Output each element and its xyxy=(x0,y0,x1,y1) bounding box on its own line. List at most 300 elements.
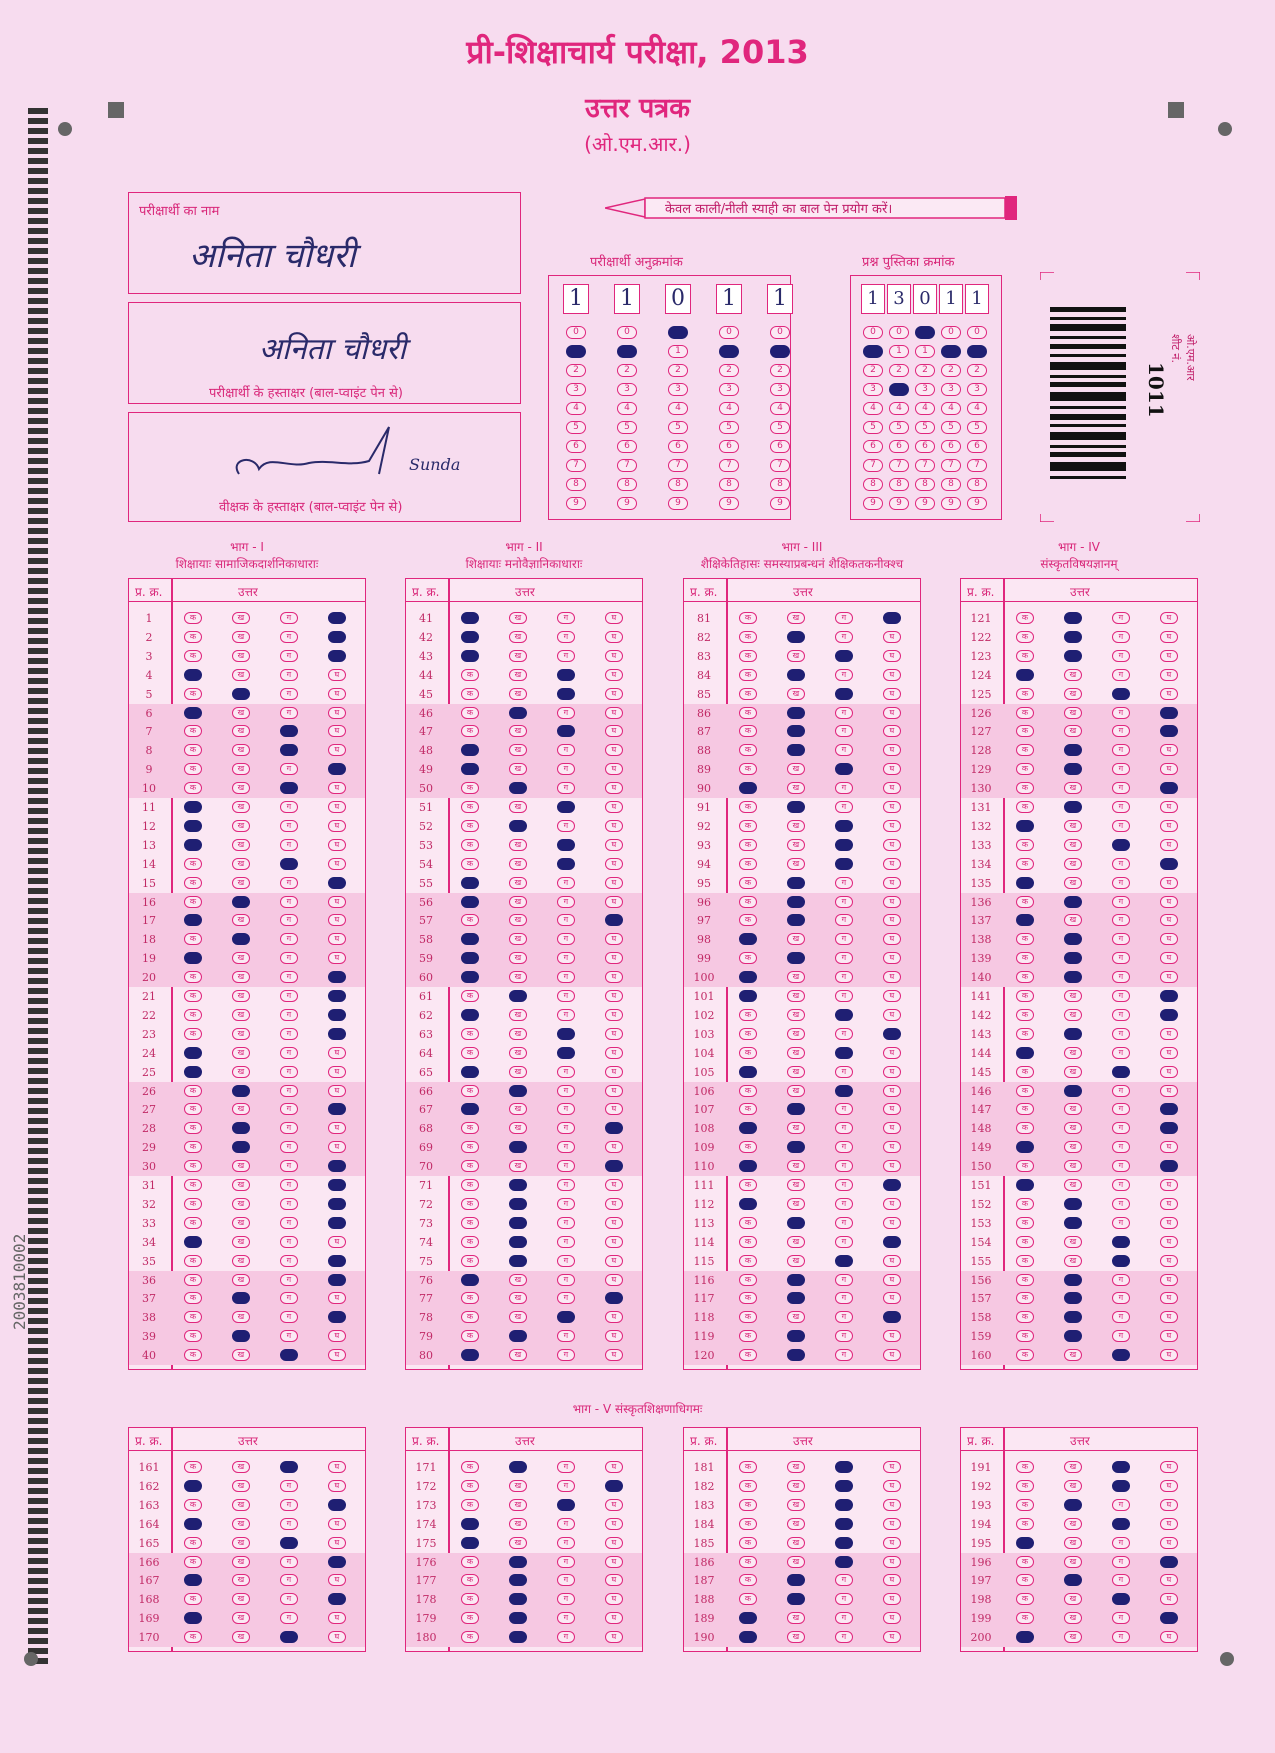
answer-bubble[interactable] xyxy=(1112,1518,1130,1530)
answer-bubble[interactable]: ख xyxy=(232,858,250,870)
answer-bubble[interactable]: घ xyxy=(605,1066,623,1078)
answer-bubble[interactable]: क xyxy=(461,1330,479,1342)
digit-bubble[interactable]: 5 xyxy=(566,421,586,434)
answer-bubble[interactable]: ग xyxy=(280,1047,298,1059)
answer-bubble[interactable]: ख xyxy=(1064,1518,1082,1530)
answer-bubble[interactable]: क xyxy=(1016,688,1034,700)
answer-bubble[interactable]: घ xyxy=(328,801,346,813)
answer-bubble[interactable] xyxy=(1016,669,1034,681)
answer-bubble[interactable]: क xyxy=(1016,1085,1034,1097)
answer-bubble[interactable]: क xyxy=(1016,1330,1034,1342)
digit-bubble[interactable]: 4 xyxy=(889,402,909,415)
answer-bubble[interactable]: क xyxy=(461,1612,479,1624)
answer-bubble[interactable] xyxy=(1064,1198,1082,1210)
answer-bubble[interactable]: ग xyxy=(1112,763,1130,775)
answer-bubble[interactable]: ग xyxy=(280,1330,298,1342)
answer-bubble[interactable] xyxy=(557,688,575,700)
answer-bubble[interactable]: ग xyxy=(557,877,575,889)
answer-bubble[interactable]: ख xyxy=(1064,1103,1082,1115)
answer-bubble[interactable]: घ xyxy=(1160,1179,1178,1191)
answer-bubble[interactable] xyxy=(461,933,479,945)
answer-bubble[interactable] xyxy=(1064,1499,1082,1511)
answer-bubble[interactable]: क xyxy=(1016,782,1034,794)
answer-bubble[interactable]: घ xyxy=(883,1612,901,1624)
answer-bubble[interactable]: क xyxy=(739,1047,757,1059)
answer-bubble[interactable] xyxy=(835,1556,853,1568)
answer-bubble[interactable]: ग xyxy=(1112,990,1130,1002)
answer-bubble[interactable] xyxy=(328,1179,346,1191)
answer-bubble[interactable]: ग xyxy=(835,1274,853,1286)
answer-bubble[interactable] xyxy=(1160,1122,1178,1134)
answer-bubble[interactable]: क xyxy=(1016,650,1034,662)
answer-bubble[interactable]: क xyxy=(184,1141,202,1153)
answer-bubble[interactable]: ख xyxy=(787,1537,805,1549)
digit-bubble[interactable]: 1 xyxy=(889,345,909,358)
answer-bubble[interactable]: ख xyxy=(1064,1461,1082,1473)
answer-bubble[interactable]: ख xyxy=(232,1028,250,1040)
answer-bubble[interactable]: क xyxy=(1016,1593,1034,1605)
answer-bubble[interactable]: घ xyxy=(883,1103,901,1115)
answer-bubble[interactable] xyxy=(1064,1574,1082,1586)
answer-bubble[interactable] xyxy=(787,952,805,964)
answer-bubble[interactable]: ग xyxy=(835,1217,853,1229)
answer-bubble[interactable]: ग xyxy=(835,1066,853,1078)
answer-bubble[interactable]: ग xyxy=(835,707,853,719)
answer-bubble[interactable] xyxy=(1160,725,1178,737)
answer-bubble[interactable]: क xyxy=(461,1160,479,1172)
answer-bubble[interactable] xyxy=(232,1122,250,1134)
answer-bubble[interactable] xyxy=(461,650,479,662)
answer-bubble[interactable] xyxy=(739,1122,757,1134)
answer-bubble[interactable]: ख xyxy=(232,669,250,681)
answer-bubble[interactable] xyxy=(232,896,250,908)
digit-bubble[interactable]: 1 xyxy=(668,345,688,358)
answer-bubble[interactable]: घ xyxy=(328,782,346,794)
answer-bubble[interactable]: क xyxy=(184,1085,202,1097)
answer-bubble[interactable]: क xyxy=(461,688,479,700)
answer-bubble[interactable]: ख xyxy=(509,1311,527,1323)
answer-bubble[interactable]: क xyxy=(461,669,479,681)
digit-bubble[interactable]: 0 xyxy=(770,326,790,339)
answer-bubble[interactable]: घ xyxy=(883,820,901,832)
answer-bubble[interactable]: क xyxy=(739,1574,757,1586)
answer-bubble[interactable] xyxy=(232,1330,250,1342)
answer-bubble[interactable]: क xyxy=(184,1217,202,1229)
answer-bubble[interactable]: ख xyxy=(509,669,527,681)
answer-bubble[interactable] xyxy=(280,744,298,756)
answer-bubble[interactable]: ग xyxy=(835,1631,853,1643)
answer-bubble[interactable]: घ xyxy=(605,1612,623,1624)
answer-bubble[interactable] xyxy=(605,1160,623,1172)
answer-bubble[interactable]: क xyxy=(461,1311,479,1323)
answer-bubble[interactable]: क xyxy=(739,1349,757,1361)
answer-bubble[interactable]: क xyxy=(184,1349,202,1361)
answer-bubble[interactable] xyxy=(1112,1480,1130,1492)
answer-bubble[interactable]: क xyxy=(1016,1292,1034,1304)
answer-bubble[interactable]: घ xyxy=(883,1274,901,1286)
answer-bubble[interactable] xyxy=(184,1612,202,1624)
answer-bubble[interactable]: क xyxy=(461,1593,479,1605)
answer-bubble[interactable] xyxy=(328,1009,346,1021)
answer-bubble[interactable]: क xyxy=(184,650,202,662)
answer-bubble[interactable]: ख xyxy=(232,707,250,719)
answer-bubble[interactable]: ग xyxy=(280,631,298,643)
answer-bubble[interactable] xyxy=(509,820,527,832)
answer-bubble[interactable]: ग xyxy=(280,1217,298,1229)
answer-bubble[interactable]: ग xyxy=(1112,1103,1130,1115)
answer-bubble[interactable]: ग xyxy=(835,612,853,624)
answer-bubble[interactable]: ग xyxy=(557,1612,575,1624)
answer-bubble[interactable]: घ xyxy=(883,1255,901,1267)
answer-bubble[interactable] xyxy=(835,1499,853,1511)
answer-bubble[interactable]: क xyxy=(739,707,757,719)
answer-bubble[interactable]: ग xyxy=(557,933,575,945)
answer-bubble[interactable]: ग xyxy=(835,1122,853,1134)
answer-bubble[interactable]: ग xyxy=(557,952,575,964)
answer-bubble[interactable]: घ xyxy=(1160,971,1178,983)
answer-bubble[interactable]: ख xyxy=(509,839,527,851)
answer-bubble[interactable] xyxy=(1112,1461,1130,1473)
answer-bubble[interactable]: क xyxy=(739,1518,757,1530)
answer-bubble[interactable]: ग xyxy=(280,1556,298,1568)
digit-bubble[interactable]: 9 xyxy=(863,497,883,510)
digit-bubble[interactable]: 9 xyxy=(770,497,790,510)
answer-bubble[interactable]: घ xyxy=(883,1349,901,1361)
answer-bubble[interactable]: ग xyxy=(1112,1009,1130,1021)
digit-bubble[interactable]: 2 xyxy=(889,364,909,377)
answer-bubble[interactable]: घ xyxy=(328,1349,346,1361)
digit-bubble[interactable]: 2 xyxy=(770,364,790,377)
digit-bubble[interactable]: 3 xyxy=(915,383,935,396)
answer-bubble[interactable] xyxy=(557,1028,575,1040)
answer-bubble[interactable]: क xyxy=(739,1141,757,1153)
answer-bubble[interactable]: क xyxy=(739,612,757,624)
answer-bubble[interactable]: ग xyxy=(835,725,853,737)
answer-bubble[interactable]: ग xyxy=(1112,782,1130,794)
answer-bubble[interactable]: ख xyxy=(232,1103,250,1115)
answer-bubble[interactable]: घ xyxy=(883,744,901,756)
answer-bubble[interactable]: क xyxy=(1016,1160,1034,1172)
answer-bubble[interactable] xyxy=(1016,877,1034,889)
answer-bubble[interactable]: ग xyxy=(280,1198,298,1210)
answer-bubble[interactable]: घ xyxy=(1160,1085,1178,1097)
answer-bubble[interactable]: घ xyxy=(605,1047,623,1059)
answer-bubble[interactable] xyxy=(787,801,805,813)
answer-bubble[interactable] xyxy=(835,1047,853,1059)
answer-bubble[interactable] xyxy=(1016,820,1034,832)
digit-bubble[interactable]: 5 xyxy=(617,421,637,434)
answer-bubble[interactable]: ख xyxy=(509,1103,527,1115)
answer-bubble[interactable]: ग xyxy=(1112,1274,1130,1286)
answer-bubble[interactable]: क xyxy=(184,1537,202,1549)
answer-bubble[interactable] xyxy=(184,669,202,681)
answer-bubble[interactable] xyxy=(328,1311,346,1323)
answer-bubble[interactable]: क xyxy=(461,1085,479,1097)
answer-bubble[interactable] xyxy=(509,1330,527,1342)
answer-bubble[interactable]: घ xyxy=(605,1255,623,1267)
answer-bubble[interactable]: ग xyxy=(835,1103,853,1115)
answer-bubble[interactable]: ग xyxy=(280,1499,298,1511)
answer-bubble[interactable]: घ xyxy=(328,839,346,851)
answer-bubble[interactable]: क xyxy=(184,896,202,908)
answer-bubble[interactable] xyxy=(328,971,346,983)
answer-bubble[interactable] xyxy=(1112,839,1130,851)
answer-bubble[interactable]: ख xyxy=(232,1274,250,1286)
answer-bubble[interactable]: ख xyxy=(509,896,527,908)
answer-bubble[interactable] xyxy=(557,725,575,737)
answer-bubble[interactable] xyxy=(787,914,805,926)
digit-bubble[interactable]: 2 xyxy=(915,364,935,377)
answer-bubble[interactable]: घ xyxy=(883,782,901,794)
answer-bubble[interactable]: ग xyxy=(835,782,853,794)
answer-bubble[interactable] xyxy=(1016,1631,1034,1643)
answer-bubble[interactable]: ख xyxy=(1064,1160,1082,1172)
answer-bubble[interactable] xyxy=(461,1349,479,1361)
answer-bubble[interactable]: घ xyxy=(883,688,901,700)
answer-bubble[interactable]: क xyxy=(184,1103,202,1115)
answer-bubble[interactable]: क xyxy=(184,688,202,700)
answer-bubble[interactable]: ग xyxy=(280,650,298,662)
answer-bubble[interactable] xyxy=(232,1141,250,1153)
answer-bubble[interactable]: घ xyxy=(605,1103,623,1115)
digit-bubble[interactable] xyxy=(617,345,637,358)
answer-bubble[interactable]: ख xyxy=(509,688,527,700)
answer-bubble[interactable]: क xyxy=(184,1311,202,1323)
answer-bubble[interactable]: ग xyxy=(1112,650,1130,662)
answer-bubble[interactable]: ख xyxy=(232,1349,250,1361)
answer-bubble[interactable]: घ xyxy=(605,1028,623,1040)
answer-bubble[interactable] xyxy=(328,1274,346,1286)
answer-bubble[interactable]: घ xyxy=(1160,1480,1178,1492)
answer-bubble[interactable]: क xyxy=(461,1028,479,1040)
answer-bubble[interactable]: क xyxy=(184,858,202,870)
answer-bubble[interactable] xyxy=(1064,631,1082,643)
answer-bubble[interactable]: क xyxy=(461,1141,479,1153)
answer-bubble[interactable]: घ xyxy=(883,669,901,681)
answer-bubble[interactable] xyxy=(184,801,202,813)
answer-bubble[interactable] xyxy=(328,1255,346,1267)
digit-bubble[interactable] xyxy=(863,345,883,358)
answer-bubble[interactable]: ग xyxy=(557,1556,575,1568)
answer-bubble[interactable]: घ xyxy=(1160,1349,1178,1361)
answer-bubble[interactable]: ख xyxy=(787,1028,805,1040)
answer-bubble[interactable]: घ xyxy=(605,896,623,908)
digit-bubble[interactable]: 7 xyxy=(941,459,961,472)
answer-bubble[interactable] xyxy=(509,782,527,794)
answer-bubble[interactable]: ग xyxy=(557,1198,575,1210)
answer-bubble[interactable]: घ xyxy=(605,650,623,662)
answer-bubble[interactable]: क xyxy=(739,650,757,662)
answer-bubble[interactable] xyxy=(739,990,757,1002)
answer-bubble[interactable]: ख xyxy=(1064,688,1082,700)
answer-bubble[interactable] xyxy=(232,1085,250,1097)
answer-bubble[interactable]: क xyxy=(1016,1461,1034,1473)
answer-bubble[interactable]: घ xyxy=(883,1480,901,1492)
answer-bubble[interactable]: क xyxy=(184,782,202,794)
answer-bubble[interactable]: ग xyxy=(1112,1556,1130,1568)
answer-bubble[interactable]: घ xyxy=(605,1518,623,1530)
answer-bubble[interactable] xyxy=(787,896,805,908)
answer-bubble[interactable]: घ xyxy=(605,1085,623,1097)
answer-bubble[interactable] xyxy=(1016,1179,1034,1191)
answer-bubble[interactable]: ख xyxy=(1064,1009,1082,1021)
answer-bubble[interactable]: ग xyxy=(557,1179,575,1191)
answer-bubble[interactable]: ग xyxy=(1112,1141,1130,1153)
answer-bubble[interactable]: ख xyxy=(509,877,527,889)
answer-bubble[interactable]: ग xyxy=(280,1612,298,1624)
answer-bubble[interactable]: क xyxy=(1016,1009,1034,1021)
digit-bubble[interactable]: 5 xyxy=(941,421,961,434)
answer-bubble[interactable] xyxy=(184,1518,202,1530)
answer-bubble[interactable]: घ xyxy=(1160,933,1178,945)
answer-bubble[interactable]: क xyxy=(739,858,757,870)
answer-bubble[interactable]: क xyxy=(739,1556,757,1568)
answer-bubble[interactable]: घ xyxy=(1160,1198,1178,1210)
answer-bubble[interactable] xyxy=(1160,1160,1178,1172)
digit-bubble[interactable]: 9 xyxy=(668,497,688,510)
answer-bubble[interactable]: ग xyxy=(557,763,575,775)
answer-bubble[interactable]: घ xyxy=(883,1631,901,1643)
answer-bubble[interactable]: घ xyxy=(328,914,346,926)
answer-bubble[interactable]: क xyxy=(184,1593,202,1605)
digit-bubble[interactable]: 3 xyxy=(967,383,987,396)
answer-bubble[interactable] xyxy=(461,631,479,643)
digit-bubble[interactable]: 6 xyxy=(617,440,637,453)
answer-bubble[interactable] xyxy=(787,707,805,719)
answer-bubble[interactable]: ग xyxy=(557,612,575,624)
digit-bubble[interactable]: 0 xyxy=(967,326,987,339)
answer-bubble[interactable]: ग xyxy=(280,1085,298,1097)
answer-bubble[interactable] xyxy=(1064,612,1082,624)
answer-bubble[interactable] xyxy=(280,1631,298,1643)
digit-bubble[interactable]: 9 xyxy=(967,497,987,510)
answer-bubble[interactable]: ग xyxy=(835,1574,853,1586)
answer-bubble[interactable]: ग xyxy=(835,1311,853,1323)
answer-bubble[interactable]: क xyxy=(184,1198,202,1210)
answer-bubble[interactable] xyxy=(461,1518,479,1530)
answer-bubble[interactable]: क xyxy=(739,952,757,964)
answer-bubble[interactable]: घ xyxy=(328,1480,346,1492)
answer-bubble[interactable]: ख xyxy=(787,820,805,832)
answer-bubble[interactable] xyxy=(1064,763,1082,775)
answer-bubble[interactable]: घ xyxy=(328,858,346,870)
answer-bubble[interactable]: ग xyxy=(1112,1612,1130,1624)
answer-bubble[interactable]: ख xyxy=(787,990,805,1002)
answer-bubble[interactable] xyxy=(1064,896,1082,908)
answer-bubble[interactable]: ख xyxy=(1064,1066,1082,1078)
answer-bubble[interactable] xyxy=(184,1480,202,1492)
answer-bubble[interactable]: ग xyxy=(280,1574,298,1586)
answer-bubble[interactable]: घ xyxy=(1160,1217,1178,1229)
answer-bubble[interactable]: घ xyxy=(1160,1631,1178,1643)
answer-bubble[interactable]: क xyxy=(739,631,757,643)
answer-bubble[interactable]: क xyxy=(1016,1499,1034,1511)
answer-bubble[interactable] xyxy=(557,801,575,813)
answer-bubble[interactable] xyxy=(509,1612,527,1624)
digit-bubble[interactable]: 9 xyxy=(566,497,586,510)
answer-bubble[interactable]: ख xyxy=(787,1236,805,1248)
answer-bubble[interactable]: घ xyxy=(328,1330,346,1342)
answer-bubble[interactable]: ग xyxy=(280,1028,298,1040)
answer-bubble[interactable]: ख xyxy=(509,1499,527,1511)
answer-bubble[interactable]: ख xyxy=(232,1518,250,1530)
answer-bubble[interactable] xyxy=(1112,1255,1130,1267)
answer-bubble[interactable]: घ xyxy=(883,1499,901,1511)
answer-bubble[interactable] xyxy=(605,1122,623,1134)
answer-bubble[interactable] xyxy=(328,1593,346,1605)
answer-bubble[interactable]: ग xyxy=(835,1028,853,1040)
answer-bubble[interactable]: ख xyxy=(1064,1141,1082,1153)
answer-bubble[interactable]: ग xyxy=(1112,914,1130,926)
answer-bubble[interactable]: घ xyxy=(883,1085,901,1097)
digit-bubble[interactable]: 8 xyxy=(941,478,961,491)
answer-bubble[interactable]: घ xyxy=(605,782,623,794)
answer-bubble[interactable]: क xyxy=(1016,631,1034,643)
digit-bubble[interactable]: 8 xyxy=(967,478,987,491)
answer-bubble[interactable]: क xyxy=(739,801,757,813)
answer-bubble[interactable]: ख xyxy=(232,1480,250,1492)
answer-bubble[interactable]: क xyxy=(184,1179,202,1191)
answer-bubble[interactable]: ग xyxy=(1112,952,1130,964)
answer-bubble[interactable]: घ xyxy=(328,744,346,756)
answer-bubble[interactable]: क xyxy=(461,1480,479,1492)
answer-bubble[interactable]: क xyxy=(739,1236,757,1248)
answer-bubble[interactable]: घ xyxy=(605,1009,623,1021)
answer-bubble[interactable]: ख xyxy=(509,1066,527,1078)
answer-bubble[interactable]: क xyxy=(739,669,757,681)
answer-bubble[interactable] xyxy=(509,1556,527,1568)
digit-bubble[interactable]: 4 xyxy=(770,402,790,415)
answer-bubble[interactable]: ग xyxy=(1112,1499,1130,1511)
answer-bubble[interactable]: ख xyxy=(232,1593,250,1605)
answer-bubble[interactable]: ख xyxy=(509,971,527,983)
answer-bubble[interactable]: ग xyxy=(835,1330,853,1342)
answer-bubble[interactable]: ग xyxy=(835,914,853,926)
answer-bubble[interactable]: ग xyxy=(1112,1122,1130,1134)
answer-bubble[interactable]: क xyxy=(1016,1103,1034,1115)
answer-bubble[interactable]: क xyxy=(1016,896,1034,908)
answer-bubble[interactable]: ख xyxy=(232,914,250,926)
answer-bubble[interactable]: ख xyxy=(232,1499,250,1511)
answer-bubble[interactable] xyxy=(1112,1066,1130,1078)
answer-bubble[interactable]: ग xyxy=(280,1255,298,1267)
answer-bubble[interactable]: घ xyxy=(883,801,901,813)
answer-bubble[interactable]: ग xyxy=(835,990,853,1002)
answer-bubble[interactable] xyxy=(509,1236,527,1248)
answer-bubble[interactable] xyxy=(461,1103,479,1115)
answer-bubble[interactable]: घ xyxy=(605,820,623,832)
answer-bubble[interactable] xyxy=(1064,1330,1082,1342)
answer-bubble[interactable]: ग xyxy=(557,820,575,832)
answer-bubble[interactable]: ख xyxy=(1064,1236,1082,1248)
answer-bubble[interactable]: ख xyxy=(232,1217,250,1229)
answer-bubble[interactable]: घ xyxy=(883,858,901,870)
answer-bubble[interactable]: घ xyxy=(605,1311,623,1323)
answer-bubble[interactable]: क xyxy=(739,1461,757,1473)
digit-bubble[interactable]: 2 xyxy=(967,364,987,377)
answer-bubble[interactable]: क xyxy=(461,1255,479,1267)
answer-bubble[interactable]: ख xyxy=(787,1047,805,1059)
answer-bubble[interactable]: ग xyxy=(557,1236,575,1248)
answer-bubble[interactable] xyxy=(835,839,853,851)
answer-bubble[interactable]: क xyxy=(184,1631,202,1643)
answer-bubble[interactable] xyxy=(1064,952,1082,964)
answer-bubble[interactable]: क xyxy=(739,1330,757,1342)
answer-bubble[interactable]: क xyxy=(461,707,479,719)
digit-bubble[interactable]: 5 xyxy=(770,421,790,434)
answer-bubble[interactable] xyxy=(509,707,527,719)
answer-bubble[interactable]: क xyxy=(739,1103,757,1115)
